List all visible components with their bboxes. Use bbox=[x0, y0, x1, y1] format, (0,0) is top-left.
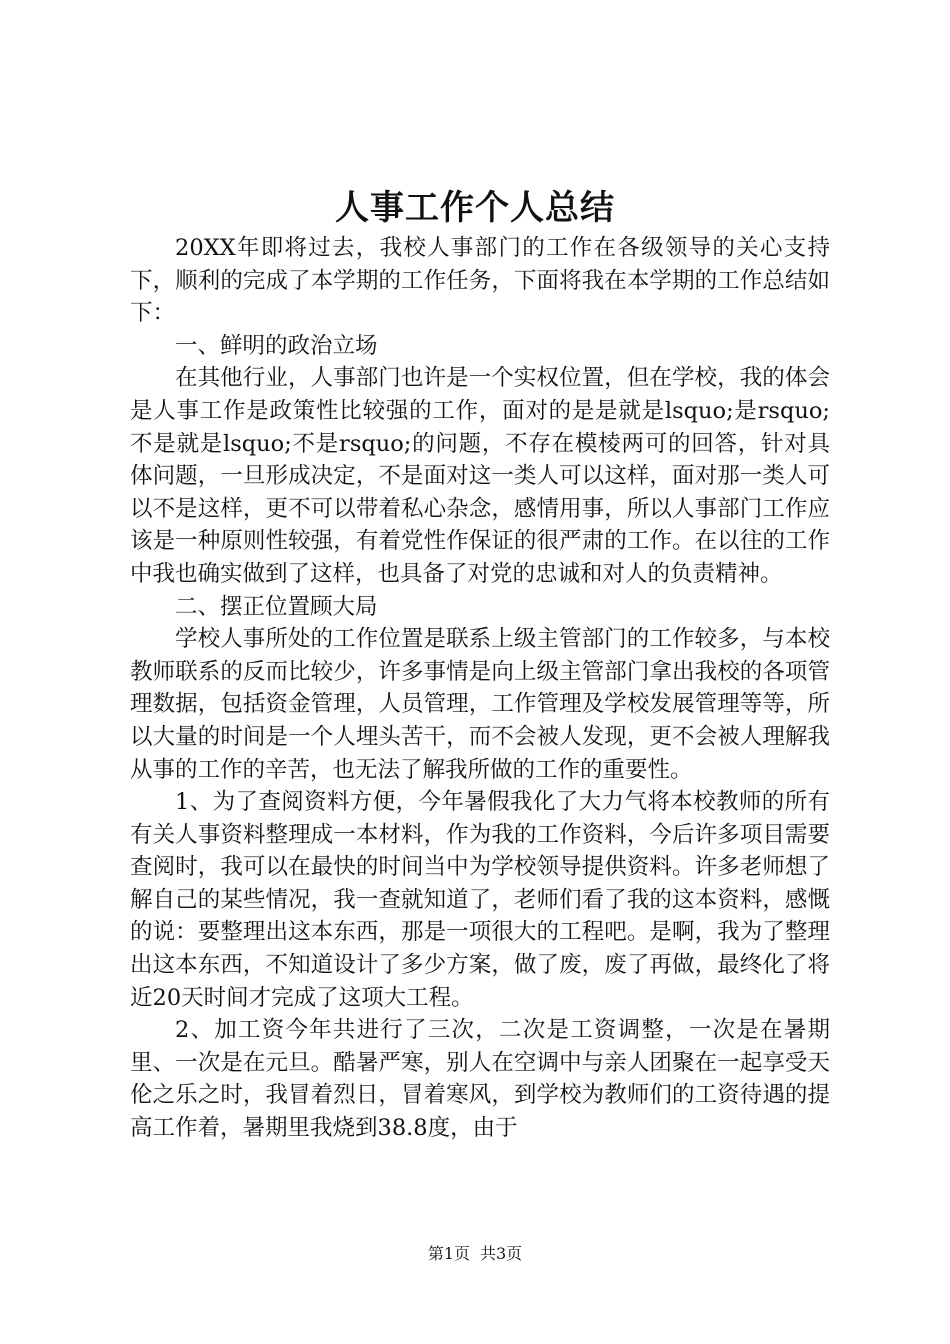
page-total: 共3页 bbox=[480, 1244, 523, 1263]
paragraph-item-2: 2、加工资今年共进行了三次，二次是工资调整，一次是在暑期里、一次是在元旦。酷暑严寒，别人在空调中与亲人团聚在一起享受天伦之乐之时，我冒着烈日，冒着寒风，到学校为教师们的工资待遇的提高工作着，暑期里我烧到38.8度，由于 bbox=[130, 1017, 830, 1142]
section-heading-1: 一、鲜明的政治立场 bbox=[175, 332, 378, 359]
page-footer bbox=[0, 1242, 950, 1266]
document-title: 人事工作个人总结 bbox=[335, 188, 615, 228]
section-heading-2: 二、摆正位置顾大局 bbox=[175, 593, 378, 620]
paragraph-section-1: 在其他行业，人事部门也许是一个实权位置，但在学校，我的体会是人事工作是政策性比较强的工作，面对的是是就是lsquo;是rsquo;不是就是lsquo;不是rsquo;的问题，不存在模棱两可的回答，针对具体问题，一旦形成决定，不是面对这一类人可以这样，面对那一类人可以不是这样，更不可以带着私心杂念，感情用事，所以人事部门工作应该是一种原则性较强，有着党性作保证的很严肃的工作。在以往的工作中我也确实做到了这样，也具备了对党的忠诚和对人的负责精神。 bbox=[130, 365, 830, 587]
page-number: 第1页 bbox=[427, 1244, 470, 1263]
paragraph-item-1: 1、为了查阅资料方便，今年暑假我化了大力气将本校教师的所有有关人事资料整理成一本材料，作为我的工作资料，今后许多项目需要查阅时，我可以在最快的时间当中为学校领导提供资料。许多老师想了解自己的某些情况，我一查就知道了，老师们看了我的这本资料，感慨的说：要整理出这本东西，那是一项很大的工程吧。是啊，我为了整理出这本东西，不知道设计了多少方案，做了废，废了再做，最终化了将近20天时间才完成了这项大工程。 bbox=[130, 789, 830, 1011]
paragraph-intro: 20XX年即将过去，我校人事部门的工作在各级领导的关心支持下，顺利的完成了本学期的工作任务，下面将我在本学期的工作总结如下： bbox=[130, 235, 830, 327]
document-body bbox=[130, 232, 830, 1145]
paragraph-section-2: 学校人事所处的工作位置是联系上级主管部门的工作较多，与本校教师联系的反而比较少，许多事情是向上级主管部门拿出我校的各项管理数据，包括资金管理，人员管理，工作管理及学校发展管理等等，所以大量的时间是一个人埋头苦干，而不会被人发现，更不会被人理解我从事的工作的辛苦，也无法了解我所做的工作的重要性。 bbox=[130, 626, 830, 783]
